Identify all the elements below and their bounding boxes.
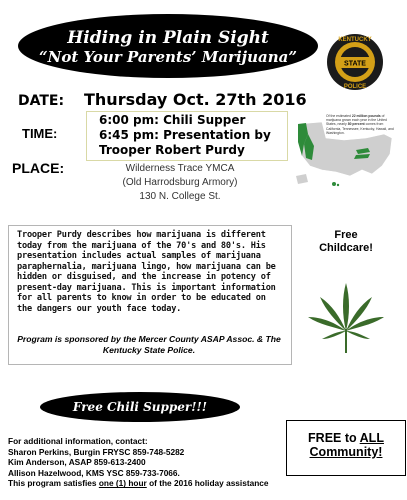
- assistance-note: [8, 478, 298, 489]
- contact-line: Allison Hazelwood, KMS YSC 859-733-7066.: [8, 467, 180, 478]
- map-caption-part: comes from California, Tennessee, Kentucky, Hawaii, and Washington.: [326, 122, 394, 135]
- event-title: Hiding in Plain Sight: [67, 28, 269, 48]
- childcare-line: Childcare!: [319, 242, 373, 254]
- time-box: [86, 111, 288, 161]
- map-caption-bold: 22 million pounds: [351, 114, 381, 118]
- map-caption-bold: 80 percent: [347, 122, 365, 127]
- badge-top-text: KENTUCKY: [338, 37, 372, 43]
- sponsor-note: Program is sponsored by the Mercer County ASAP Assoc. & The Kentucky State Police.: [17, 334, 281, 355]
- community-text: Community!: [309, 445, 383, 459]
- map-caption-part: of marijuana grown each year in the United States, nearly: [326, 114, 387, 127]
- time-line: 6:45 pm: Presentation by: [99, 128, 271, 142]
- chili-supper-text: Free Chili Supper!!!: [72, 400, 208, 414]
- contact-heading: For additional information, contact:: [8, 436, 148, 446]
- kentucky-state-police-badge-icon: [326, 30, 384, 94]
- time-line: Trooper Robert Purdy: [99, 143, 245, 157]
- place-line: (Old Harrodsburg Armory): [122, 177, 238, 188]
- map-caption: [326, 114, 398, 135]
- assistance-note-hours: one (1) hour: [98, 478, 147, 489]
- contact-info: [8, 436, 298, 489]
- free-to-all-emphasis: ALL: [359, 431, 384, 445]
- free-to-all-box: [286, 420, 406, 476]
- free-to-all-line: [287, 421, 405, 445]
- childcare-panel: [292, 225, 402, 363]
- contact-line: Sharon Perkins, Burgin FRYSC 859-748-5282: [8, 446, 185, 457]
- date-label: DATE:: [18, 93, 65, 109]
- description-box: [8, 225, 292, 365]
- assistance-note-part: of the 2016 holiday assistance: [146, 478, 269, 489]
- assistance-note-part: This program satisfies: [8, 478, 99, 489]
- time-label: TIME:: [22, 126, 58, 141]
- childcare-line: Free: [334, 229, 358, 241]
- contact-line: Kim Anderson, ASAP 859-613-2400: [8, 457, 146, 468]
- free-to-all-text: FREE to: [308, 431, 360, 445]
- map-caption-part: Of the estimated: [326, 114, 352, 118]
- title-banner: [18, 14, 318, 78]
- us-map-graphic: [292, 114, 398, 188]
- event-subtitle: “Not Your Parents’ Marijuana”: [39, 48, 297, 66]
- chili-supper-banner: [40, 392, 240, 422]
- date-value: Thursday Oct. 27th 2016: [84, 90, 307, 109]
- badge-mid-text: STATE: [344, 60, 366, 68]
- time-line: 6:00 pm: Chili Supper: [99, 113, 246, 127]
- place-line: Wilderness Trace YMCA: [125, 163, 235, 174]
- badge-bottom-text: POLICE: [343, 84, 367, 90]
- program-description: Trooper Purdy describes how marijuana is different today from the marijuana of the 70's and 80's. His presentation includes actual samples of marijuana paraphernalia, marijuana lingo, how marijuana can be hidden or disguised, and the increase in potency of present-day marijuana. This is important information for all parents to know in order to be educated on the dangers our youth face today.: [17, 230, 276, 314]
- childcare-text: [294, 229, 398, 255]
- place-line: 130 N. College St.: [139, 191, 221, 202]
- marijuana-leaf-icon: [306, 281, 386, 355]
- place-label: PLACE:: [12, 160, 65, 176]
